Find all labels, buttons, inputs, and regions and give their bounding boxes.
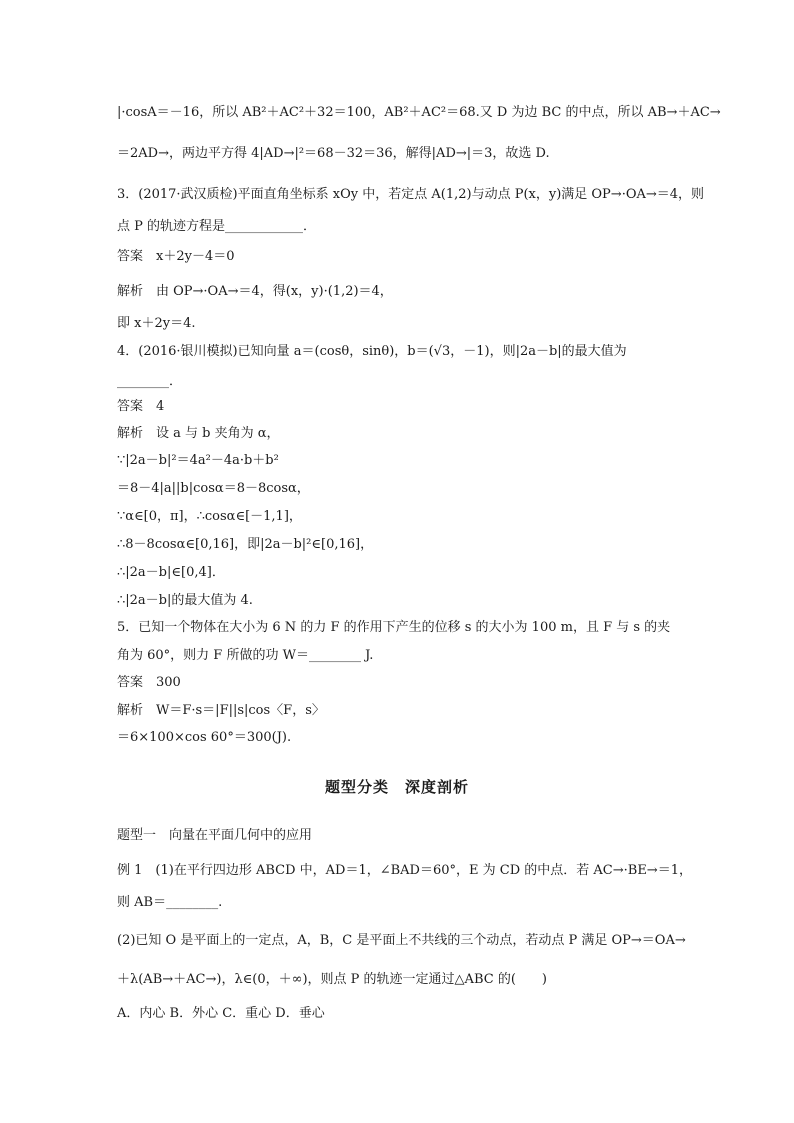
text-line: ∴|2a－b|的最大值为 4. (117, 593, 253, 608)
text-line: 角为 60°，则力 F 所做的功 W＝________ J. (117, 648, 374, 663)
answer: 答案 300 (117, 675, 181, 690)
question-4: 4．(2016·银川模拟)已知向量 a＝(cosθ，sinθ)，b＝(√3，－1)，则|2a－b|的最大值为 (117, 344, 627, 359)
text-line: |·cosA＝－16，所以 AB²＋AC²＋32＝100，AB²＋AC²＝68.又 D 为边 BC 的中点，所以 AB→＋AC→ (117, 105, 721, 120)
text-line: (2)已知 O 是平面上的一定点，A，B，C 是平面上不共线的三个动点，若动点 P 满足 OP→＝OA→ (117, 933, 686, 948)
text-line: ∴8－8cosα∈[0,16]，即|2a－b|²∈[0,16]， (117, 537, 374, 552)
text-line: ＝8－4|a||b|cosα＝8－8cosα， (117, 481, 310, 496)
solution: 解析 W＝F·s＝|F||s|cos〈F，s〉 (117, 703, 325, 718)
solution: 解析 设 a 与 b 夹角为 α， (117, 426, 280, 441)
choices: A．内心 B．外心 C．重心 D．垂心 (117, 1006, 325, 1021)
text-line: ＋λ(AB→＋AC→)，λ∈(0，＋∞)，则点 P 的轨迹一定通过△ABC 的( ) (117, 972, 547, 987)
text-line: ∵|2a－b|²＝4a²－4a·b＋b² (117, 453, 279, 468)
text-line: ∴|2a－b|∈[0,4]． (117, 565, 225, 580)
topic-title: 题型一 向量在平面几何中的应用 (117, 828, 313, 843)
text-line: ＝6×100×cos 60°＝300(J). (117, 730, 292, 745)
text-line: 则 AB＝________. (117, 895, 223, 910)
question-5: 5．已知一个物体在大小为 6 N 的力 F 的作用下产生的位移 s 的大小为 100 m，且 F 与 s 的夹 (117, 620, 671, 635)
question-3: 3．(2017·武汉质检)平面直角坐标系 xOy 中，若定点 A(1,2)与动点 P(x，y)满足 OP→·OA→＝4，则 (117, 187, 705, 202)
text-line: 点 P 的轨迹方程是____________． (117, 219, 317, 234)
text-line: ∵α∈[0，π]，∴cosα∈[－1,1]， (117, 509, 302, 524)
example-1: 例 1 (1)在平行四边形 ABCD 中，AD＝1，∠BAD＝60°，E 为 CD 的中点．若 AC→·BE→＝1， (117, 863, 692, 878)
text-line: ＝2AD→，两边平方得 4|AD→|²＝68－32＝36，解得|AD→|＝3，故选 D. (117, 146, 550, 161)
solution: 解析 由 OP→·OA→＝4，得(x，y)·(1,2)＝4， (117, 284, 393, 299)
text-line: ________． (117, 374, 183, 389)
text-line: 即 x＋2y＝4. (117, 316, 196, 331)
answer: 答案 4 (117, 399, 165, 414)
answer: 答案 x＋2y－4＝0 (117, 249, 235, 264)
section-heading: 题型分类 深度剖析 (324, 778, 469, 796)
